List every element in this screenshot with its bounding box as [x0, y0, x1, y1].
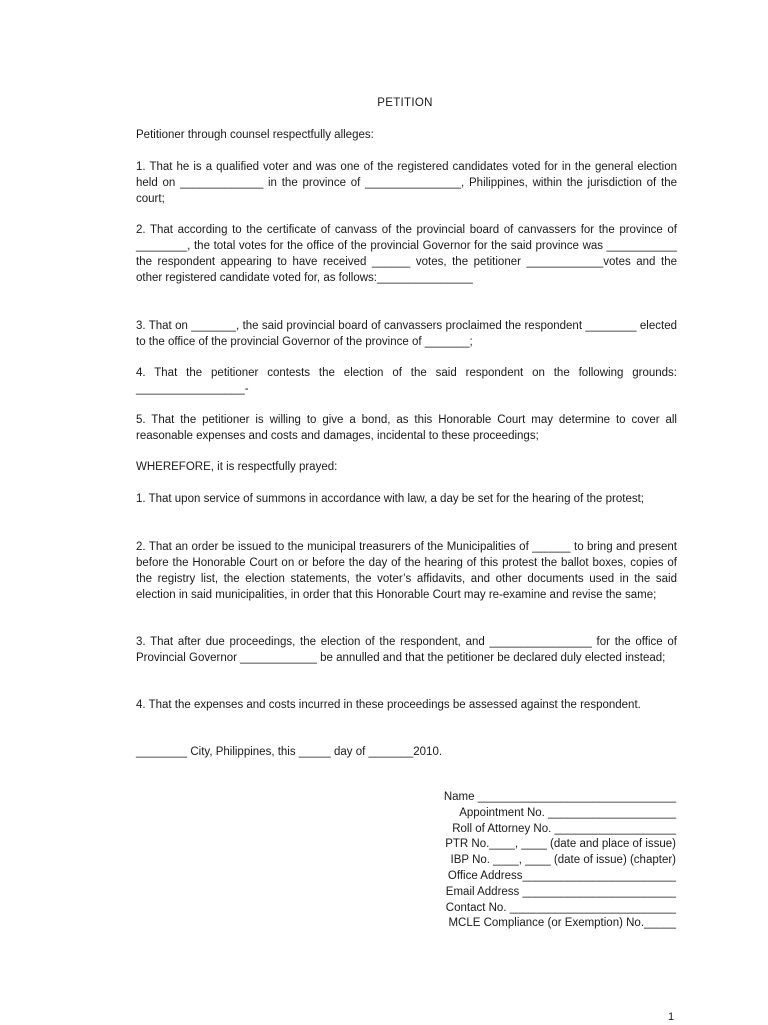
allegation-text: 4. That the petitioner contests the election of the said respondent on the following grounds: _________________-: [136, 367, 677, 395]
allegation-text: 1. That he is a qualified voter and was one of the registered candidates voted for in the general election held on _____________ in the province of _______________, Philippines, within the jurisdiction of the court;: [136, 161, 677, 205]
prayer-4: [136, 697, 677, 713]
prayer-text: 4. That the expenses and costs incurred in these proceedings be assessed against the respondent.: [136, 699, 641, 711]
sig-email-line: Email Address ________________________: [445, 885, 676, 898]
allegation-5: [136, 412, 677, 444]
sig-ibp-line: IBP No. ____, ____ (date of issue) (chapter): [450, 854, 676, 867]
allegation-text: 5. That the petitioner is willing to give a bond, as this Honorable Court may determine to cover all reasonable expenses and costs and damages, incidental to these proceedings;: [136, 414, 677, 442]
allegation-4: [136, 365, 677, 397]
allegation-1: [136, 159, 677, 207]
date-text: ________ City, Philippines, this _____ day of _______2010.: [136, 746, 443, 758]
intro-line: [136, 127, 677, 143]
allegation-text: 3. That on _______, the said provincial board of canvassers proclaimed the respondent ________ elected to the office of the provincial Governor of the province of _______;: [136, 320, 677, 348]
prayer-2: [136, 539, 677, 603]
date-line: [136, 744, 677, 760]
allegation-2: [136, 222, 677, 286]
sig-ptr-line: PTR No.____, ____ (date and place of issue): [445, 838, 676, 851]
sig-mcle-line: MCLE Compliance (or Exemption) No._____: [448, 917, 676, 930]
sig-name-line: Name _______________________________: [443, 791, 676, 803]
sig-office-line: Office Address________________________: [447, 869, 676, 882]
sig-roll-line: Roll of Attorney No. ___________________: [452, 822, 676, 835]
allegation-text: 2. That according to the certificate of canvass of the provincial board of canvassers for the province of ________, the total votes for the office of the provincial Governor for the said province was ___________ the respondent appearing to have received ______ votes, the petitioner ____________votes and the other registered candidate voted for, as follows:_______________: [136, 224, 677, 284]
document-title: PETITION: [377, 97, 433, 109]
page-number: 1: [668, 1011, 675, 1023]
prayer-text: 2. That an order be issued to the municipal treasurers of the Municipalities of ______ to bring and present before the Honorable Court on or before the day of the hearing of this protest the ballot boxes, copies of the registry list, the election statements, the voter’s affidavits, and other documents used in the said election in said municipalities, in order that this Honorable Court may re-examine and revise the same;: [136, 541, 677, 601]
prayer-3: [136, 634, 677, 666]
signature-block: [376, 790, 676, 932]
wherefore-text: WHEREFORE, it is respectfully prayed:: [136, 461, 338, 473]
wherefore-line: [136, 459, 677, 475]
prayer-text: 3. That after due proceedings, the election of the respondent, and ________________ for the office of Provincial Governor ____________ be annulled and that the petitioner be declared duly elected instead;: [136, 636, 677, 664]
sig-contact-line: Contact No. __________________________: [445, 901, 676, 914]
intro-text: Petitioner through counsel respectfully alleges:: [136, 129, 374, 141]
prayer-text: 1. That upon service of summons in accordance with law, a day be set for the hearing of the protest;: [136, 493, 644, 505]
allegation-3: [136, 318, 677, 350]
sig-appointment-line: Appointment No. ____________________: [459, 806, 676, 819]
prayer-1: [136, 491, 677, 507]
